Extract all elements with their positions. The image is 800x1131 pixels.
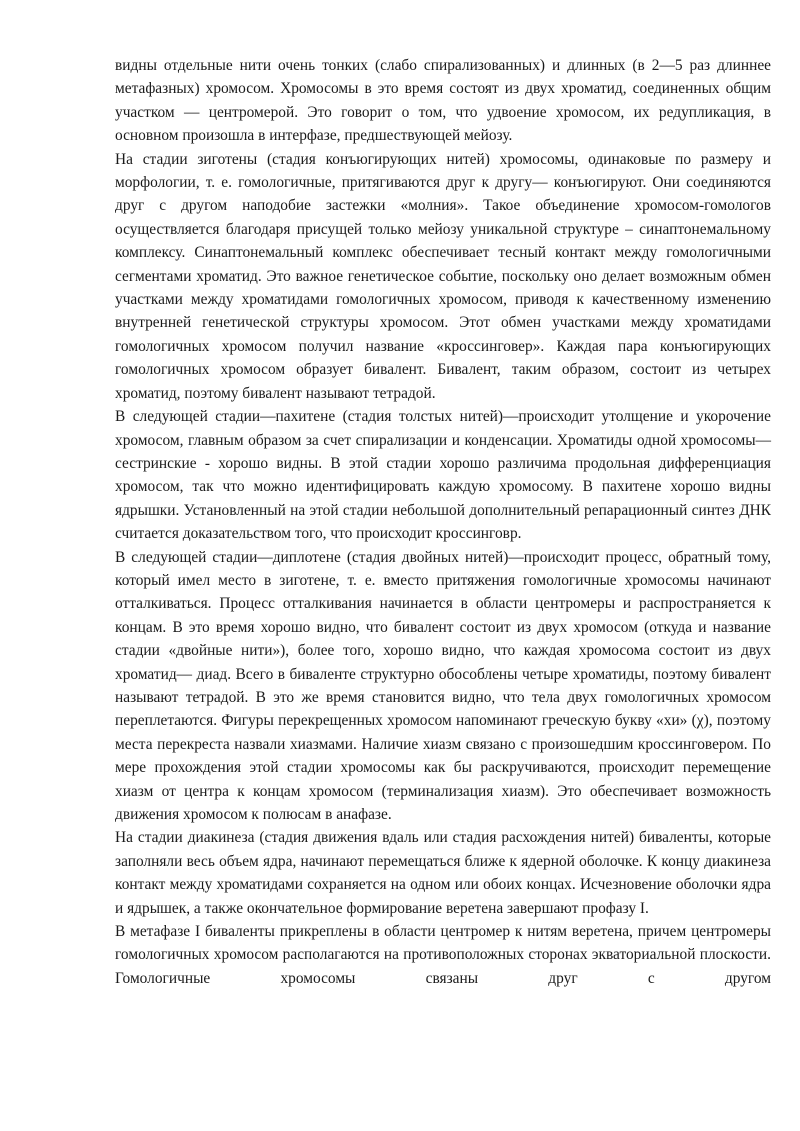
paragraph-pachytene: В следующей стадии—пахитене (стадия толстых нитей)—происходит утолщение и укорочение хромосом, главным образом за счет спирализации и конденсации. Хроматиды одной хромосомы—сестринские - хорошо видны. В этой стадии хорошо различима продольная дифференциация хромосом, так что можно идентифицировать каждую хромосому. В пахитене хорошо видны ядрышки. Установленный на этой стадии небольшой дополнительный репарационный синтез ДНК считается доказательством того, что происходит кроссинговр. (115, 408, 771, 543)
paragraph-metaphase-1: В метафазе I биваленты прикреплены в области центромер к нитям веретена, причем центромеры гомологичных хромосом располагаются на противоположных сторонах экваториальной плоскости. Гомологичные хромосомы связаны друг с другом (115, 923, 771, 987)
paragraph-zygotene: На стадии зиготены (стадия конъюгирующих нитей) хромосомы, одинаковые по размеру и морфологии, т. е. гомологичные, притягиваются друг к другу— конъюгируют. Они соединяются друг с другом наподобие застежки «молния». Такое объединение хромосом-гомологов осуществляется благодаря присущей только мейозу уникальной структуре – синаптонемальному комплексу. Синаптонемальный комплекс обеспечивает тесный контакт между гомологичными сегментами хроматид. Это важное генетическое событие, поскольку оно делает возможным обмен участками между хроматидами гомологичных хромосом, приводя к качественному изменению внутренней генетической структуры хромосом. Этот обмен участками между хроматидами гомологичных хромосом получил название «кроссинговер». Каждая пара конъюгирующих гомологичных хромосом образует бивалент. Бивалент, таким образом, состоит из четырех хроматид, поэтому бивалент называют тетрадой. (115, 150, 771, 402)
document-page (115, 54, 771, 990)
paragraph-prophase-leptotene: видны отдельные нити очень тонких (слабо спирализованных) и длинных (в 2—5 раз длиннее метафазных) хромосом. Хромосомы в это время состоят из двух хроматид, соединенных общим участком — центромерой. Это говорит о том, что удвоение хромосом, их редупликация, в основном произошла в интерфазе, предшествующей мейозу. (115, 57, 771, 145)
paragraph-diplotene: В следующей стадии—диплотене (стадия двойных нитей)—происходит процесс, обратный тому, который имел место в зиготене, т. е. вместо притяжения гомологичные хромосомы начинают отталкиваться. Процесс отталкивания начинается в области центромеры и распространяется к концам. В это время хорошо видно, что бивалент состоит из двух хромосом (откуда и название стадии «двойные нити»), более того, хорошо видно, что каждая хромосома состоит из двух хроматид— диад. Всего в биваленте структурно обособлены четыре хроматиды, поэтому бивалент называют тетрадой. В это же время становится видно, что тела двух гомологичных хромосом переплетаются. Фигуры перекрещенных хромосом напоминают греческую букву «хи» (χ), поэтому места перекреста назвали хиазмами. Наличие хиазм связано с произошедшим кроссинговером. По мере прохождения этой стадии хромосомы как бы раскручиваются, происходит перемещение хиазм от центра к концам хромосом (терминализация хиазм). Это обеспечивает возможность движения хромосом к полюсам в анафазе. (115, 548, 771, 823)
paragraph-diakinesis: На стадии диакинеза (стадия движения вдаль или стадия расхождения нитей) биваленты, которые заполняли весь объем ядра, начинают перемещаться ближе к ядерной оболочке. К концу диакинеза контакт между хроматидами сохраняется на одном или обоих концах. Исчезновение оболочки ядра и ядрышек, а также окончательное формирование веретена завершают профазу I. (115, 829, 771, 917)
